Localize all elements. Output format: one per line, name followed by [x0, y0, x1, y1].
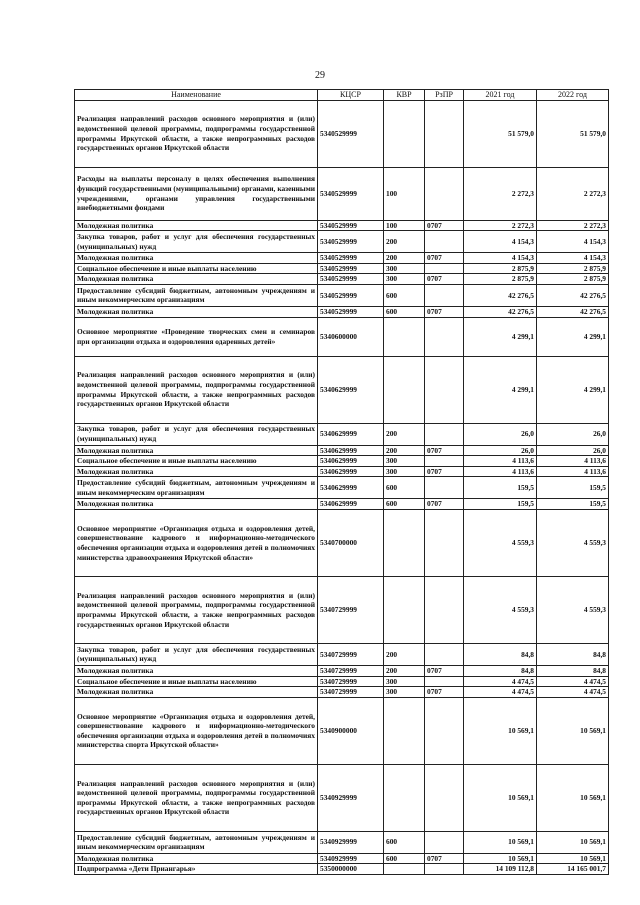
- row-kcsr: 5340529999: [318, 306, 384, 317]
- row-kvr: 300: [384, 263, 425, 274]
- row-kcsr: 5340929999: [318, 831, 384, 853]
- row-kvr: [384, 356, 425, 423]
- row-kvr: 600: [384, 284, 425, 306]
- row-amount-2022: 4 113,6: [537, 456, 609, 467]
- row-name: Основное мероприятие «Организация отдыха и оздоровления детей, совершенствование кадрового и информационно-методического обеспечения организации отдыха и оздоровления детей в полномочиях министерства здравоохранения Иркутской области»: [75, 509, 318, 576]
- row-name: Молодежная политика: [75, 445, 318, 456]
- row-name: Расходы на выплаты персоналу в целях обеспечения выполнения функций государственными (муниципальными) органами, казенными учреждениями, органами управления государственными внебюджетными фондами: [75, 167, 318, 220]
- row-amount-2022: 51 579,0: [537, 100, 609, 167]
- row-amount-2021: 2 875,9: [464, 274, 537, 285]
- row-rzpr: [425, 477, 464, 499]
- row-name: Молодежная политика: [75, 274, 318, 285]
- row-rzpr: [425, 676, 464, 687]
- row-rzpr: [425, 284, 464, 306]
- row-amount-2021: 26,0: [464, 423, 537, 445]
- row-rzpr: [425, 423, 464, 445]
- table-row: [75, 697, 609, 764]
- row-rzpr: [425, 263, 464, 274]
- row-kcsr: 5340700000: [318, 509, 384, 576]
- row-name: Предоставление субсидий бюджетным, автономным учреждениям и иным некоммерческим организациям: [75, 284, 318, 306]
- row-rzpr: [425, 864, 464, 875]
- row-kcsr: 5340629999: [318, 477, 384, 499]
- row-amount-2021: 2 875,9: [464, 263, 537, 274]
- row-kcsr: 5340729999: [318, 687, 384, 698]
- row-kcsr: 5340529999: [318, 167, 384, 220]
- table-row: [75, 853, 609, 864]
- row-name: Молодежная политика: [75, 853, 318, 864]
- row-name: Основное мероприятие «Организация отдыха и оздоровления детей, совершенствование кадрового и информационно-методического обеспечения организации отдыха и оздоровления детей в полномочиях министерства спорта Иркутской области»: [75, 697, 318, 764]
- row-kvr: 600: [384, 499, 425, 510]
- row-amount-2021: 4 154,3: [464, 253, 537, 264]
- row-name: Основное мероприятие «Проведение творческих смен и семинаров при организации отдыха и оздоровления одаренных детей»: [75, 317, 318, 356]
- row-amount-2021: 159,5: [464, 477, 537, 499]
- table-row: [75, 764, 609, 831]
- header-2021: 2021 год: [464, 90, 537, 101]
- header-2022: 2022 год: [537, 90, 609, 101]
- table-row: [75, 576, 609, 643]
- table-row: [75, 864, 609, 875]
- row-kvr: 300: [384, 456, 425, 467]
- row-kcsr: 5340629999: [318, 423, 384, 445]
- row-rzpr: 0707: [425, 466, 464, 477]
- row-amount-2021: 4 299,1: [464, 317, 537, 356]
- row-kvr: 300: [384, 466, 425, 477]
- row-amount-2022: 14 165 001,7: [537, 864, 609, 875]
- table-row: [75, 509, 609, 576]
- row-kvr: 600: [384, 306, 425, 317]
- table-row: [75, 676, 609, 687]
- row-rzpr: [425, 167, 464, 220]
- row-kcsr: 5340629999: [318, 445, 384, 456]
- table-row: [75, 284, 609, 306]
- row-kcsr: 5340529999: [318, 263, 384, 274]
- row-name: Молодежная политика: [75, 253, 318, 264]
- row-rzpr: 0707: [425, 687, 464, 698]
- row-amount-2022: 2 272,3: [537, 220, 609, 231]
- row-rzpr: [425, 576, 464, 643]
- row-kcsr: 5340629999: [318, 456, 384, 467]
- table-row: [75, 477, 609, 499]
- row-kvr: 200: [384, 423, 425, 445]
- row-amount-2022: 4 559,3: [537, 576, 609, 643]
- row-kvr: [384, 100, 425, 167]
- row-name: Реализация направлений расходов основного мероприятия и (или) ведомственной целевой программы, подпрограммы государственной программы Иркутской области, а также непрограммных расходов государственных органов Иркутской области: [75, 764, 318, 831]
- row-kcsr: 5340729999: [318, 643, 384, 665]
- row-amount-2022: 4 154,3: [537, 231, 609, 253]
- row-amount-2021: 4 154,3: [464, 231, 537, 253]
- row-amount-2022: 26,0: [537, 423, 609, 445]
- row-amount-2021: 4 113,6: [464, 456, 537, 467]
- row-name: Социальное обеспечение и иные выплаты населению: [75, 456, 318, 467]
- row-rzpr: 0707: [425, 274, 464, 285]
- row-kcsr: 5340729999: [318, 676, 384, 687]
- row-kcsr: 5340629999: [318, 356, 384, 423]
- row-rzpr: 0707: [425, 306, 464, 317]
- row-amount-2021: 42 276,5: [464, 306, 537, 317]
- row-rzpr: 0707: [425, 445, 464, 456]
- table-row: [75, 317, 609, 356]
- table-row: [75, 643, 609, 665]
- row-name: Подпрограмма «Дети Приангарья»: [75, 864, 318, 875]
- table-row: [75, 456, 609, 467]
- row-amount-2022: 10 569,1: [537, 853, 609, 864]
- row-amount-2022: 10 569,1: [537, 764, 609, 831]
- row-amount-2021: 4 559,3: [464, 576, 537, 643]
- row-name: Молодежная политика: [75, 466, 318, 477]
- row-amount-2021: 10 569,1: [464, 853, 537, 864]
- row-amount-2022: 4 154,3: [537, 253, 609, 264]
- table-row: [75, 231, 609, 253]
- row-amount-2021: 10 569,1: [464, 697, 537, 764]
- row-amount-2022: 4 113,6: [537, 466, 609, 477]
- row-kcsr: 5350000000: [318, 864, 384, 875]
- table-row: [75, 665, 609, 676]
- table-row: [75, 831, 609, 853]
- row-rzpr: [425, 356, 464, 423]
- table-row: [75, 306, 609, 317]
- row-amount-2022: 84,8: [537, 643, 609, 665]
- row-rzpr: [425, 697, 464, 764]
- row-name: Молодежная политика: [75, 665, 318, 676]
- row-kvr: 200: [384, 231, 425, 253]
- table-row: [75, 499, 609, 510]
- row-kcsr: 5340529999: [318, 231, 384, 253]
- table-header-row: [75, 90, 609, 101]
- header-name: Наименование: [75, 90, 318, 101]
- row-kvr: 600: [384, 853, 425, 864]
- row-kvr: 300: [384, 687, 425, 698]
- row-rzpr: 0707: [425, 665, 464, 676]
- row-name: Реализация направлений расходов основного мероприятия и (или) ведомственной целевой программы, подпрограммы государственной программы Иркутской области, а также непрограммных расходов государственных органов Иркутской области: [75, 100, 318, 167]
- row-kcsr: 5340629999: [318, 466, 384, 477]
- row-rzpr: [425, 317, 464, 356]
- row-name: Реализация направлений расходов основного мероприятия и (или) ведомственной целевой программы, подпрограммы государственной программы Иркутской области, а также непрограммных расходов государственных органов Иркутской области: [75, 576, 318, 643]
- row-name: Предоставление субсидий бюджетным, автономным учреждениям и иным некоммерческим организациям: [75, 477, 318, 499]
- row-kvr: [384, 317, 425, 356]
- row-rzpr: [425, 831, 464, 853]
- row-kcsr: 5340900000: [318, 697, 384, 764]
- row-name: Социальное обеспечение и иные выплаты населению: [75, 676, 318, 687]
- table-row: [75, 687, 609, 698]
- row-name: Молодежная политика: [75, 220, 318, 231]
- table-row: [75, 167, 609, 220]
- row-name: Предоставление субсидий бюджетным, автономным учреждениям и иным некоммерческим организациям: [75, 831, 318, 853]
- table-row: [75, 253, 609, 264]
- row-name: Реализация направлений расходов основного мероприятия и (или) ведомственной целевой программы, подпрограммы государственной программы Иркутской области, а также непрограммных расходов государственных органов Иркутской области: [75, 356, 318, 423]
- row-kcsr: 5340929999: [318, 853, 384, 864]
- row-kvr: [384, 576, 425, 643]
- row-kvr: [384, 697, 425, 764]
- row-amount-2022: 4 299,1: [537, 356, 609, 423]
- row-kcsr: 5340929999: [318, 764, 384, 831]
- row-kvr: 200: [384, 665, 425, 676]
- row-rzpr: [425, 456, 464, 467]
- table-row: [75, 220, 609, 231]
- table-row: [75, 423, 609, 445]
- row-kvr: 200: [384, 643, 425, 665]
- budget-table: [74, 89, 609, 875]
- row-rzpr: 0707: [425, 499, 464, 510]
- row-amount-2021: 84,8: [464, 643, 537, 665]
- row-amount-2021: 4 474,5: [464, 676, 537, 687]
- row-amount-2021: 51 579,0: [464, 100, 537, 167]
- row-amount-2021: 84,8: [464, 665, 537, 676]
- row-amount-2022: 2 875,9: [537, 274, 609, 285]
- row-amount-2021: 2 272,3: [464, 220, 537, 231]
- row-kcsr: 5340529999: [318, 284, 384, 306]
- row-amount-2022: 10 569,1: [537, 697, 609, 764]
- row-amount-2021: 10 569,1: [464, 831, 537, 853]
- row-kvr: 200: [384, 445, 425, 456]
- row-kvr: 100: [384, 167, 425, 220]
- row-kcsr: 5340529999: [318, 220, 384, 231]
- table-row: [75, 445, 609, 456]
- row-rzpr: [425, 100, 464, 167]
- row-amount-2022: 2 272,3: [537, 167, 609, 220]
- header-kcsr: КЦСР: [318, 90, 384, 101]
- row-rzpr: [425, 764, 464, 831]
- table-row: [75, 274, 609, 285]
- row-amount-2021: 2 272,3: [464, 167, 537, 220]
- row-kvr: [384, 864, 425, 875]
- row-name: Молодежная политика: [75, 499, 318, 510]
- table-row: [75, 466, 609, 477]
- row-kcsr: 5340629999: [318, 499, 384, 510]
- row-amount-2022: 4 299,1: [537, 317, 609, 356]
- row-name: Молодежная политика: [75, 687, 318, 698]
- row-kvr: 200: [384, 253, 425, 264]
- row-kcsr: 5340529999: [318, 274, 384, 285]
- table-row: [75, 100, 609, 167]
- row-kvr: 300: [384, 676, 425, 687]
- row-amount-2021: 4 559,3: [464, 509, 537, 576]
- header-rzpr: РзПР: [425, 90, 464, 101]
- row-amount-2022: 84,8: [537, 665, 609, 676]
- row-rzpr: 0707: [425, 220, 464, 231]
- row-kvr: 600: [384, 477, 425, 499]
- row-amount-2022: 159,5: [537, 499, 609, 510]
- header-kvr: КВР: [384, 90, 425, 101]
- row-amount-2021: 42 276,5: [464, 284, 537, 306]
- row-amount-2022: 2 875,9: [537, 263, 609, 274]
- row-amount-2021: 4 299,1: [464, 356, 537, 423]
- row-rzpr: 0707: [425, 253, 464, 264]
- row-amount-2022: 42 276,5: [537, 306, 609, 317]
- row-rzpr: [425, 643, 464, 665]
- row-kvr: [384, 509, 425, 576]
- row-name: Закупка товаров, работ и услуг для обеспечения государственных (муниципальных) нужд: [75, 423, 318, 445]
- row-amount-2022: 159,5: [537, 477, 609, 499]
- table-row: [75, 263, 609, 274]
- row-kvr: [384, 764, 425, 831]
- row-amount-2021: 4 474,5: [464, 687, 537, 698]
- row-name: Молодежная политика: [75, 306, 318, 317]
- row-amount-2022: 4 474,5: [537, 687, 609, 698]
- row-amount-2022: 26,0: [537, 445, 609, 456]
- row-kcsr: 5340529999: [318, 253, 384, 264]
- row-kvr: 100: [384, 220, 425, 231]
- row-rzpr: 0707: [425, 853, 464, 864]
- row-amount-2022: 4 474,5: [537, 676, 609, 687]
- row-rzpr: [425, 231, 464, 253]
- row-kvr: 300: [384, 274, 425, 285]
- row-amount-2021: 159,5: [464, 499, 537, 510]
- row-kcsr: 5340729999: [318, 576, 384, 643]
- row-name: Закупка товаров, работ и услуг для обеспечения государственных (муниципальных) нужд: [75, 231, 318, 253]
- row-kcsr: 5340729999: [318, 665, 384, 676]
- row-name: Социальное обеспечение и иные выплаты населению: [75, 263, 318, 274]
- row-amount-2022: 10 569,1: [537, 831, 609, 853]
- row-amount-2022: 42 276,5: [537, 284, 609, 306]
- row-name: Закупка товаров, работ и услуг для обеспечения государственных (муниципальных) нужд: [75, 643, 318, 665]
- row-kcsr: 5340529999: [318, 100, 384, 167]
- row-amount-2021: 10 569,1: [464, 764, 537, 831]
- row-amount-2021: 14 109 112,8: [464, 864, 537, 875]
- table-row: [75, 356, 609, 423]
- row-amount-2021: 26,0: [464, 445, 537, 456]
- row-kcsr: 5340600000: [318, 317, 384, 356]
- row-rzpr: [425, 509, 464, 576]
- row-amount-2022: 4 559,3: [537, 509, 609, 576]
- row-amount-2021: 4 113,6: [464, 466, 537, 477]
- page-number: 29: [315, 70, 325, 81]
- row-kvr: 600: [384, 831, 425, 853]
